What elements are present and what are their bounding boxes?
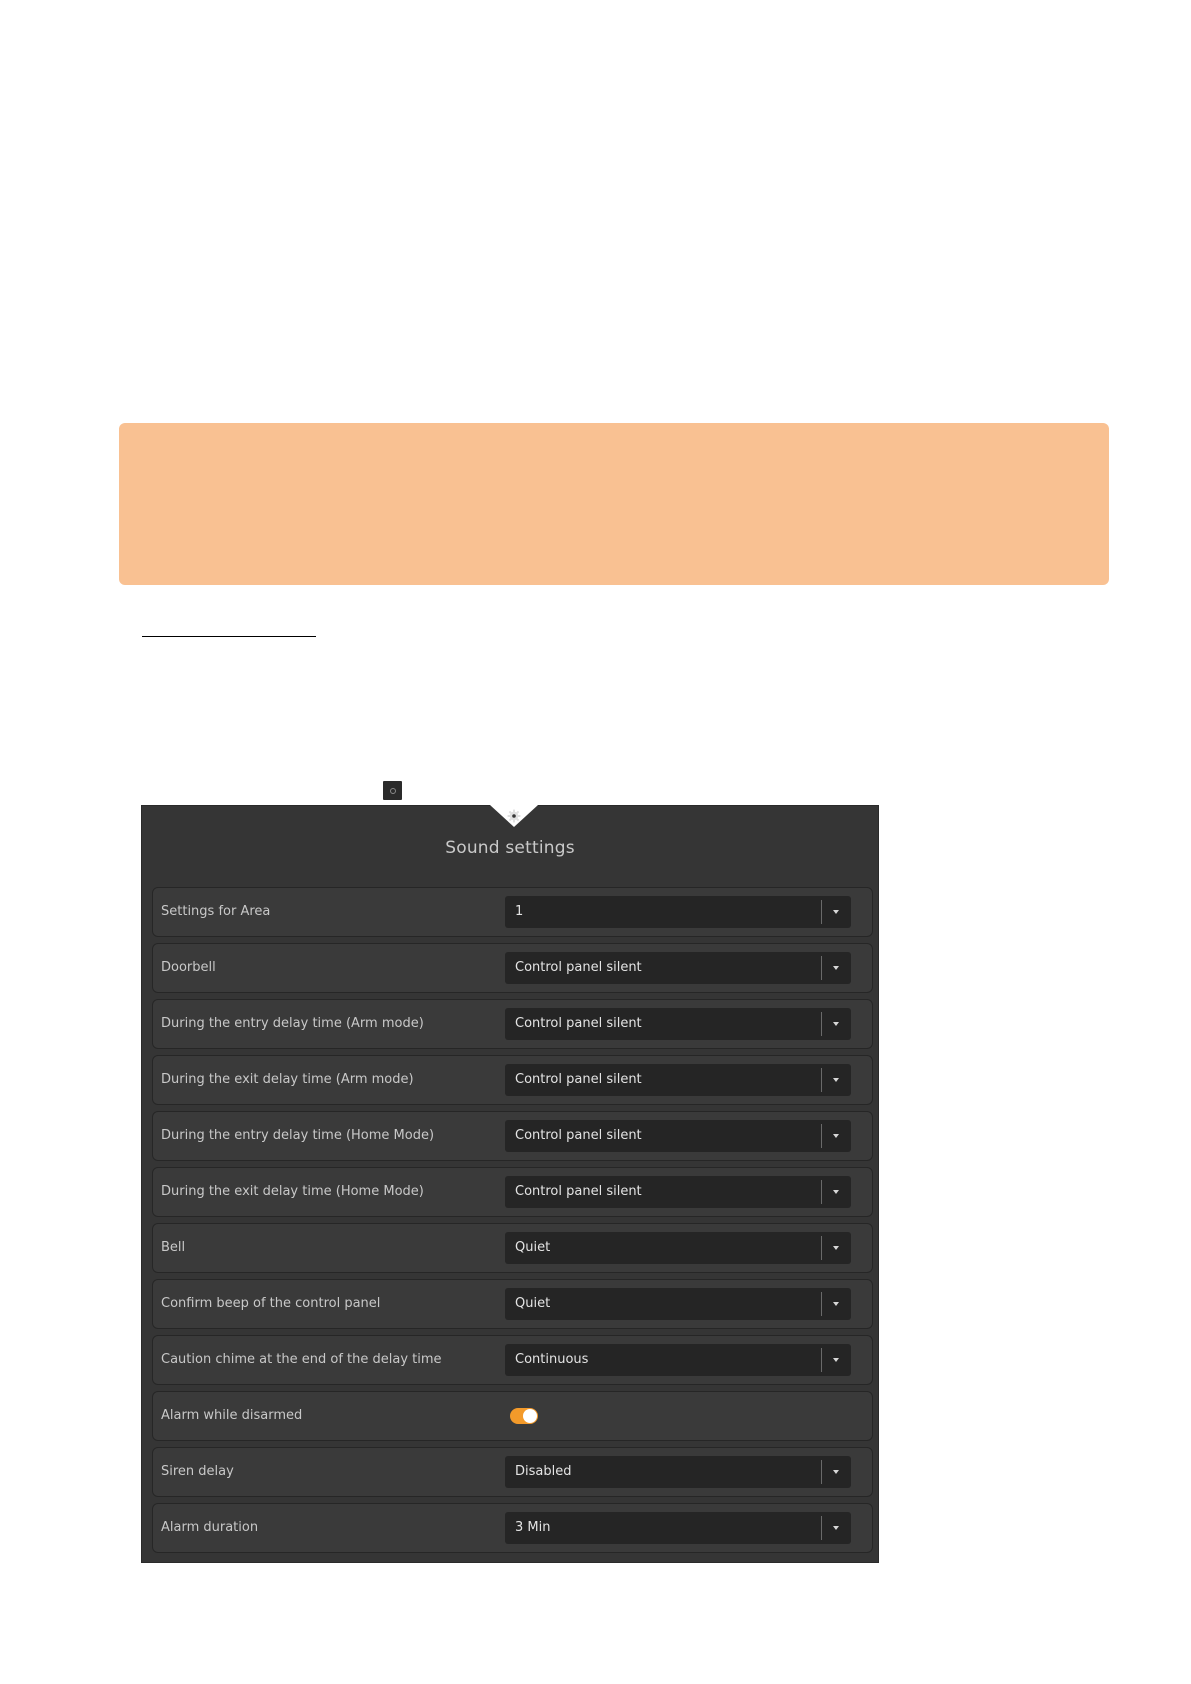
setting-row-exit-delay-arm — [152, 1055, 873, 1105]
select-divider — [821, 956, 822, 980]
panel-title: Sound settings — [445, 838, 575, 858]
settings-icon-inline — [383, 781, 402, 800]
chevron-down-icon[interactable] — [833, 1022, 839, 1026]
entry-delay-home-select[interactable] — [505, 1120, 851, 1152]
setting-row-alarm-while-disarmed — [152, 1391, 873, 1441]
setting-row-siren-delay — [152, 1447, 873, 1497]
siren-delay-select[interactable] — [505, 1456, 851, 1488]
setting-label: During the exit delay time (Home Mode) — [161, 1184, 424, 1199]
setting-row-exit-delay-home — [152, 1167, 873, 1217]
caution-chime-select[interactable] — [505, 1344, 851, 1376]
alarm-while-disarmed-toggle[interactable] — [510, 1408, 538, 1424]
setting-row-entry-delay-home — [152, 1111, 873, 1161]
select-divider — [821, 1292, 822, 1316]
setting-row-entry-delay-arm — [152, 999, 873, 1049]
select-value: Control panel silent — [515, 1128, 642, 1143]
select-value: Continuous — [515, 1352, 589, 1367]
setting-label: During the entry delay time (Arm mode) — [161, 1016, 424, 1031]
area-select[interactable] — [505, 896, 851, 928]
chevron-down-icon[interactable] — [833, 1358, 839, 1362]
select-value: Quiet — [515, 1240, 551, 1255]
alarm-duration-select[interactable] — [505, 1512, 851, 1544]
setting-row-bell — [152, 1223, 873, 1273]
select-value: Control panel silent — [515, 1072, 642, 1087]
select-divider — [821, 1180, 822, 1204]
setting-row-confirm-beep — [152, 1279, 873, 1329]
chevron-down-icon[interactable] — [833, 1246, 839, 1250]
setting-label: Caution chime at the end of the delay time — [161, 1352, 442, 1367]
select-divider — [821, 1012, 822, 1036]
select-divider — [821, 1236, 822, 1260]
setting-label: Siren delay — [161, 1464, 234, 1479]
select-value: Quiet — [515, 1296, 551, 1311]
select-value: Control panel silent — [515, 960, 642, 975]
note-box — [119, 423, 1109, 585]
sound-settings-panel — [141, 805, 879, 1563]
chevron-down-icon[interactable] — [833, 1470, 839, 1474]
heading-underline — [142, 636, 316, 637]
setting-row-area — [152, 887, 873, 937]
setting-label: Doorbell — [161, 960, 216, 975]
bell-select[interactable] — [505, 1232, 851, 1264]
setting-row-caution-chime — [152, 1335, 873, 1385]
setting-row-doorbell — [152, 943, 873, 993]
doorbell-select[interactable] — [505, 952, 851, 984]
exit-delay-home-select[interactable] — [505, 1176, 851, 1208]
chevron-down-icon[interactable] — [833, 1078, 839, 1082]
select-divider — [821, 900, 822, 924]
setting-label: Bell — [161, 1240, 186, 1255]
select-value: Control panel silent — [515, 1184, 642, 1199]
chevron-down-icon[interactable] — [833, 1134, 839, 1138]
chevron-down-icon[interactable] — [833, 910, 839, 914]
chevron-down-icon[interactable] — [833, 1190, 839, 1194]
select-divider — [821, 1460, 822, 1484]
setting-label: Settings for Area — [161, 904, 271, 919]
confirm-beep-select[interactable] — [505, 1288, 851, 1320]
exit-delay-arm-select[interactable] — [505, 1064, 851, 1096]
entry-delay-arm-select[interactable] — [505, 1008, 851, 1040]
chevron-down-icon[interactable] — [833, 966, 839, 970]
setting-label: During the entry delay time (Home Mode) — [161, 1128, 435, 1143]
setting-label: Alarm while disarmed — [161, 1408, 303, 1423]
select-divider — [821, 1124, 822, 1148]
select-value: 1 — [515, 904, 524, 919]
select-value: Disabled — [515, 1464, 572, 1479]
settings-list — [152, 887, 873, 1559]
setting-label: Alarm duration — [161, 1520, 259, 1535]
toggle-knob — [523, 1409, 537, 1423]
select-value: 3 Min — [515, 1520, 551, 1535]
setting-row-alarm-duration — [152, 1503, 873, 1553]
chevron-down-icon[interactable] — [833, 1526, 839, 1530]
gear-icon[interactable] — [506, 808, 522, 824]
select-divider — [821, 1068, 822, 1092]
setting-label: During the exit delay time (Arm mode) — [161, 1072, 414, 1087]
select-divider — [821, 1516, 822, 1540]
setting-label: Confirm beep of the control panel — [161, 1296, 381, 1311]
select-value: Control panel silent — [515, 1016, 642, 1031]
chevron-down-icon[interactable] — [833, 1302, 839, 1306]
select-divider — [821, 1348, 822, 1372]
